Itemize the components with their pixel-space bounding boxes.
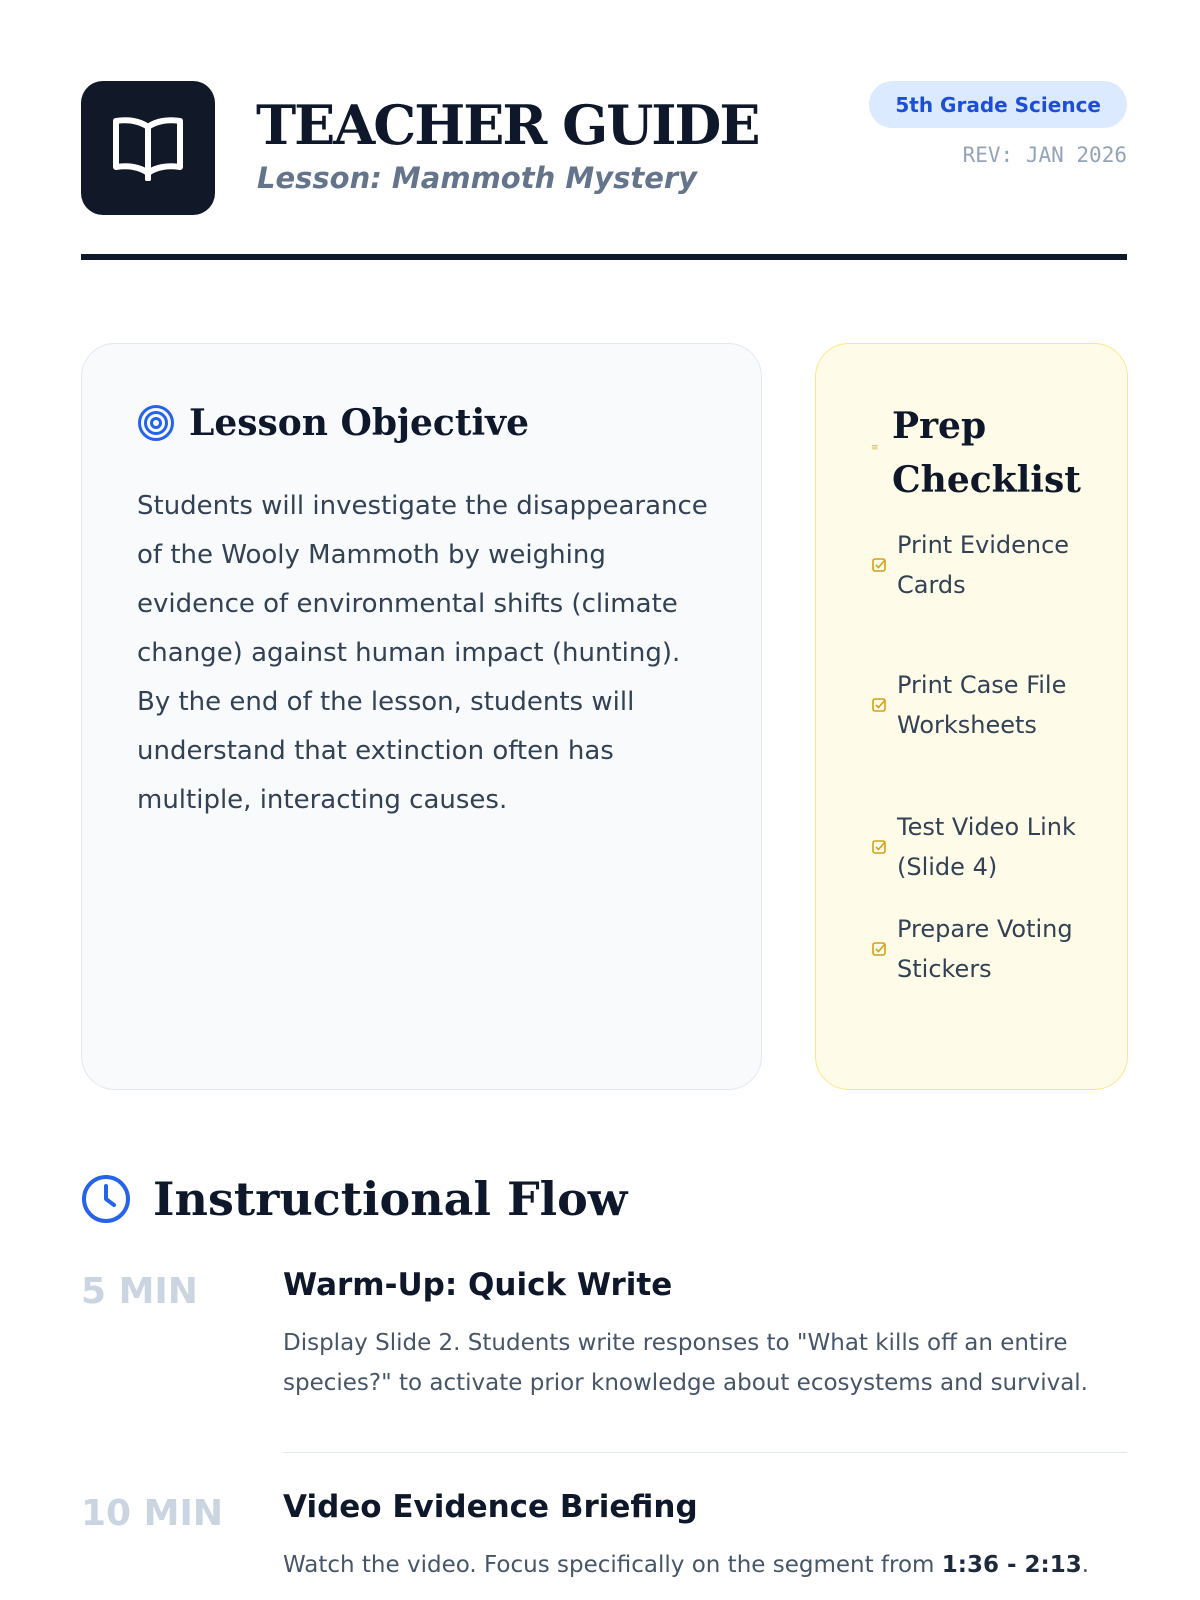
step-title: Warm-Up: Quick Write: [283, 1267, 673, 1303]
header-divider: [81, 254, 1127, 260]
objective-header: [137, 402, 529, 444]
checklist-item[interactable]: [871, 665, 1077, 745]
step-divider: [283, 1452, 1127, 1453]
target-icon: [137, 404, 175, 442]
flow-title: Instructional Flow: [153, 1172, 628, 1226]
page-title: TEACHER GUIDE: [256, 93, 759, 157]
checkbox-icon[interactable]: [871, 941, 887, 957]
checklist-item-label: Print Evidence Cards: [897, 531, 1070, 599]
objective-text: Students will investigate the disappearance of the Wooly Mammoth by weighing evidence of environmental shifts (climate change) against human impact (hunting). By the end of the lesson, students will understand that extinction often has multiple, interacting causes.: [137, 491, 708, 815]
objective-card: [81, 343, 762, 1090]
checklist-item[interactable]: [871, 807, 1077, 887]
page-header: [81, 81, 1127, 261]
list-icon: ≡: [871, 443, 879, 453]
checkbox-icon[interactable]: [871, 839, 887, 855]
lesson-subtitle: Lesson: Mammoth Mystery: [257, 161, 698, 195]
video-timestamp: 1:36 - 2:13: [941, 1552, 1082, 1578]
step-description: Display Slide 2. Students write responses to "What kills off an entire species?" to activate prior knowledge about ecosystems and survival.: [283, 1330, 1088, 1396]
flow-header: [81, 1172, 627, 1226]
step-duration: 10 MIN: [81, 1493, 223, 1534]
checklist-item[interactable]: [871, 909, 1077, 989]
checklist-item[interactable]: [871, 525, 1077, 605]
revision-date: REV: JAN 2026: [962, 143, 1127, 167]
checklist-item-label: Print Case File Worksheets: [897, 671, 1067, 739]
objective-title: Lesson Objective: [189, 402, 529, 444]
flow-step: [81, 1489, 1127, 1599]
flow-step: [81, 1267, 1127, 1417]
step-title: Video Evidence Briefing: [283, 1489, 698, 1525]
step-description-end: .: [1081, 1552, 1090, 1578]
logo: [81, 81, 215, 215]
checklist-item-label: Test Video Link (Slide 4): [897, 813, 1076, 881]
step-description: [283, 1545, 1127, 1585]
grade-badge: 5th Grade Science: [869, 81, 1127, 128]
checkbox-icon[interactable]: [871, 557, 887, 573]
clock-icon: [81, 1174, 131, 1224]
open-book-icon: [110, 115, 186, 181]
step-description-text: Watch the video. Focus specifically on the segment from: [283, 1552, 942, 1578]
checklist-item-label: Prepare Voting Stickers: [897, 915, 1073, 983]
step-duration: 5 MIN: [81, 1271, 198, 1312]
checkbox-icon[interactable]: [871, 697, 887, 713]
checklist-title: Prep Checklist: [892, 405, 1081, 501]
checklist-card: [815, 343, 1128, 1090]
